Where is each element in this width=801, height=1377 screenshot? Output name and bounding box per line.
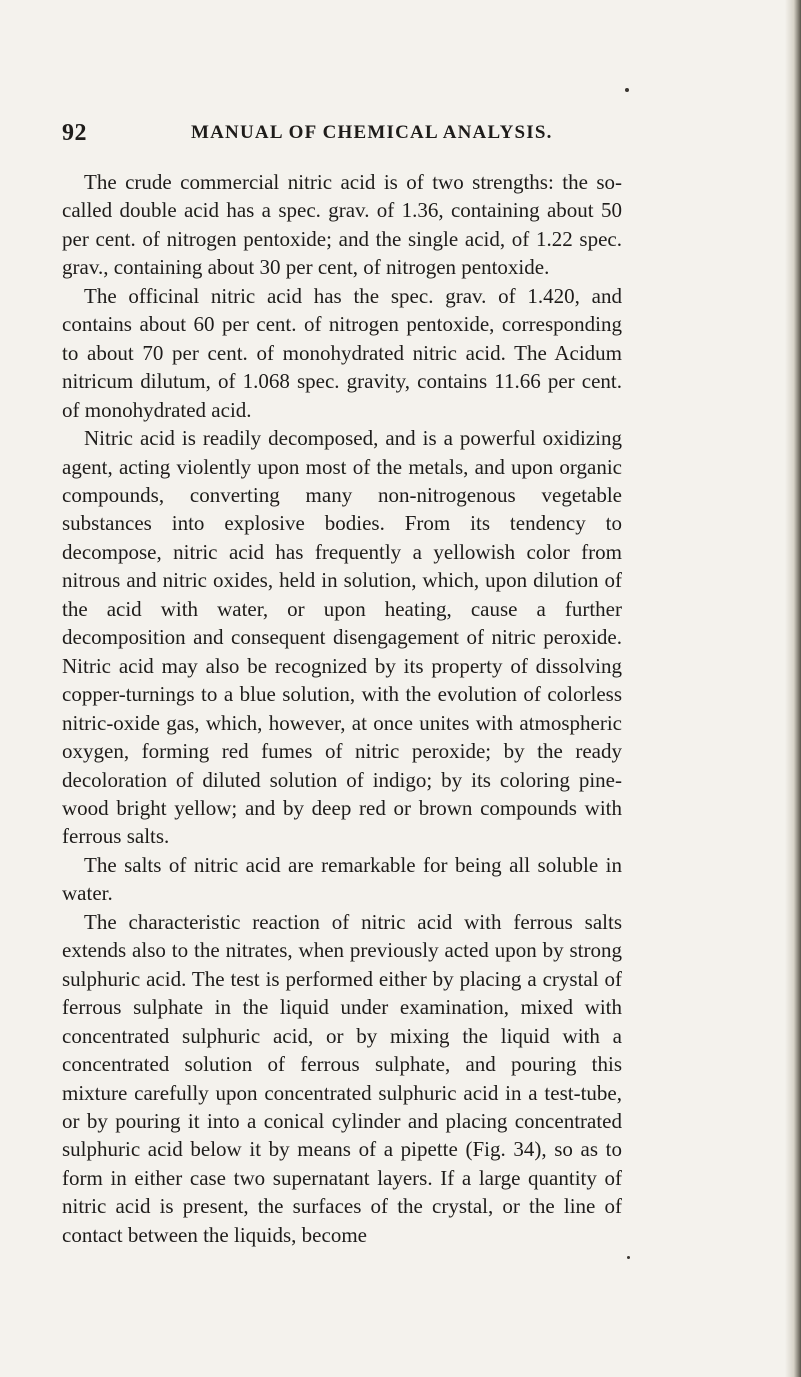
ink-speck — [627, 1256, 630, 1259]
page-number: 92 — [62, 120, 87, 146]
running-head: MANUAL OF CHEMICAL ANALYSIS. — [191, 122, 553, 143]
paragraph: The characteristic reaction of nitric acid with ferrous salts extends also to the nitrates, when previously acted upon by strong sulphuric acid. The test is performed either by placing a crystal of ferrous sulphate in the liquid under examination, mixed with concentrated sulphuric acid, or by mixing the liquid with a concentrated solution of ferrous sulphate, and pouring this mixture carefully upon concentrated sulphuric acid in a test-tube, or by pouring it into a conical cylinder and placing concentrated sulphuric acid below it by means of a pipette (Fig. 34), so as to form in either case two supernatant layers. If a large quantity of nitric acid is present, the surfaces of the crystal, or the line of contact between the liquids, become — [62, 909, 622, 1247]
paragraph: The salts of nitric acid are remarkable for being all soluble in water. — [62, 852, 622, 906]
ink-speck — [625, 88, 629, 92]
paragraph: Nitric acid is readily decomposed, and is a powerful oxidizing agent, acting violently upon most of the metals, and upon organic compounds, converting many non-nitrogenous vegetable substances into explosive bodies. From its tendency to decompose, nitric acid has frequently a yellowish color from nitrous and nitric oxides, held in solution, which, upon dilution of the acid with water, or upon heating, cause a further decomposition and consequent disengagement of nitric peroxide. Nitric acid may also be recognized by its property of dissolving copper-turnings to a blue solution, with the evolution of colorless nitric-oxide gas, which, however, at once unites with atmospheric oxygen, forming red fumes of nitric peroxide; by the ready decoloration of diluted solution of indigo; by its coloring pine-wood bright yellow; and by deep red or brown compounds with ferrous salts. — [62, 426, 622, 849]
paragraph: The officinal nitric acid has the spec. grav. of 1.420, and contains about 60 per cent. of nitrogen pentoxide, corresponding to about 70 per cent. of monohydrated nitric acid. The Acidum nitricum dilutum, of 1.068 spec. gravity, contains 11.66 per cent. of monohydrated acid. — [62, 283, 622, 422]
paragraph: The crude commercial nitric acid is of two strengths: the so-called double acid has a spec. grav. of 1.36, containing about 50 per cent. of nitrogen pentoxide; and the single acid, of 1.22 spec. grav., containing about 30 per cent, of nitrogen pentoxide. — [62, 170, 622, 280]
body-text — [62, 168, 622, 1249]
page-header — [62, 120, 614, 150]
page-edge-shadow — [785, 0, 801, 1377]
